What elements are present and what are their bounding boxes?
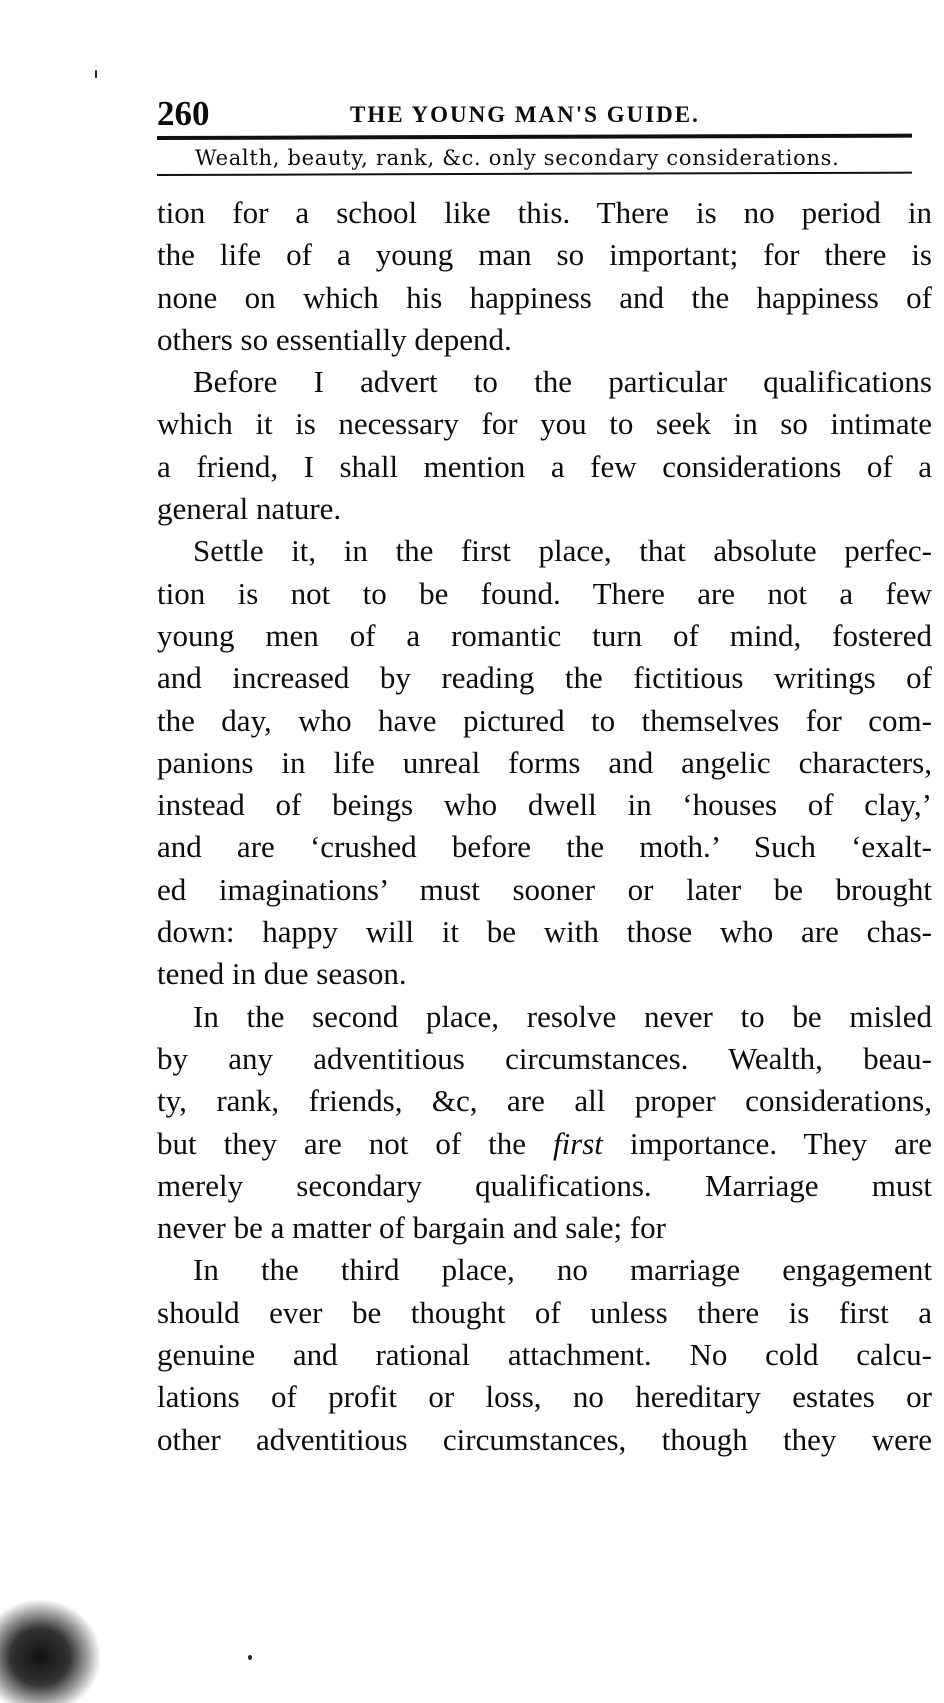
ink-smudge	[0, 1600, 100, 1703]
text-line: tion for a school like this. There is no period in	[157, 195, 932, 230]
text-line: the life of a young man so important; for there is	[157, 237, 932, 273]
text-line: Before I advert to the particular qualifications	[193, 364, 932, 400]
text-line: genuine and rational attachment. No cold calcu-	[157, 1337, 932, 1373]
text-line: and increased by reading the fictitious writings of	[157, 660, 932, 696]
text-line: ty, rank, friends, &c, are all proper considerations,	[157, 1083, 932, 1119]
paragraph-2	[157, 361, 932, 530]
text-line: which it is necessary for you to seek in so intimate	[157, 406, 932, 442]
page-header	[157, 92, 909, 136]
text-line: other adventitious circumstances, though they were	[157, 1421, 932, 1457]
body-text	[157, 192, 932, 1461]
text-line: In the second place, resolve never to be misled	[193, 998, 932, 1034]
text-line-with-italic: but they are not of the first importance. They are	[157, 1125, 932, 1161]
page-number: 260	[157, 94, 210, 133]
text-line: others so essentially depend.	[157, 321, 512, 357]
italic-emphasis: first	[552, 1125, 603, 1161]
text-line: none on which his happiness and the happiness of	[157, 279, 932, 315]
text-line: lations of profit or loss, no hereditary estates or	[157, 1379, 932, 1415]
text-line: general nature.	[157, 491, 342, 527]
text-line: instead of beings who dwell in ‘houses of clay,’	[157, 787, 932, 823]
text-line: Settle it, in the first place, that absolute perfec-	[193, 533, 932, 569]
text-line: a friend, I shall mention a few considerations of a	[157, 448, 932, 484]
text-line: down: happy will it be with those who are chas-	[157, 914, 932, 950]
section-subtitle: Wealth, beauty, rank, &c. only secondary considerations.	[195, 146, 840, 170]
text-line: young men of a romantic turn of mind, fostered	[157, 617, 932, 653]
ink-speck	[95, 70, 97, 78]
paragraph-5	[157, 1249, 932, 1460]
text-line: the day, who have pictured to themselves for com-	[157, 702, 932, 738]
text-line: ed imaginations’ must sooner or later be brought	[157, 871, 932, 907]
paragraph-1	[157, 192, 932, 361]
text-line: and are ‘crushed before the moth.’ Such ‘exalt-	[157, 829, 932, 865]
paragraph-3	[157, 530, 932, 995]
text-line: merely secondary qualifications. Marriage must	[157, 1167, 932, 1203]
ink-speck	[248, 1655, 252, 1660]
text-line: In the third place, no marriage engagement	[193, 1252, 932, 1288]
text-line: panions in life unreal forms and angelic characters,	[157, 744, 932, 780]
text-line: should ever be thought of unless there is first a	[157, 1294, 932, 1330]
text-line: by any adventitious circumstances. Wealth, beau-	[157, 1040, 932, 1076]
text-line: tened in due season.	[157, 956, 407, 992]
paragraph-4	[157, 996, 932, 1250]
running-title: THE YOUNG MAN'S GUIDE.	[350, 102, 700, 127]
text-line: never be a matter of bargain and sale; for	[157, 1210, 666, 1246]
text-line: tion is not to be found. There are not a few	[157, 575, 932, 611]
